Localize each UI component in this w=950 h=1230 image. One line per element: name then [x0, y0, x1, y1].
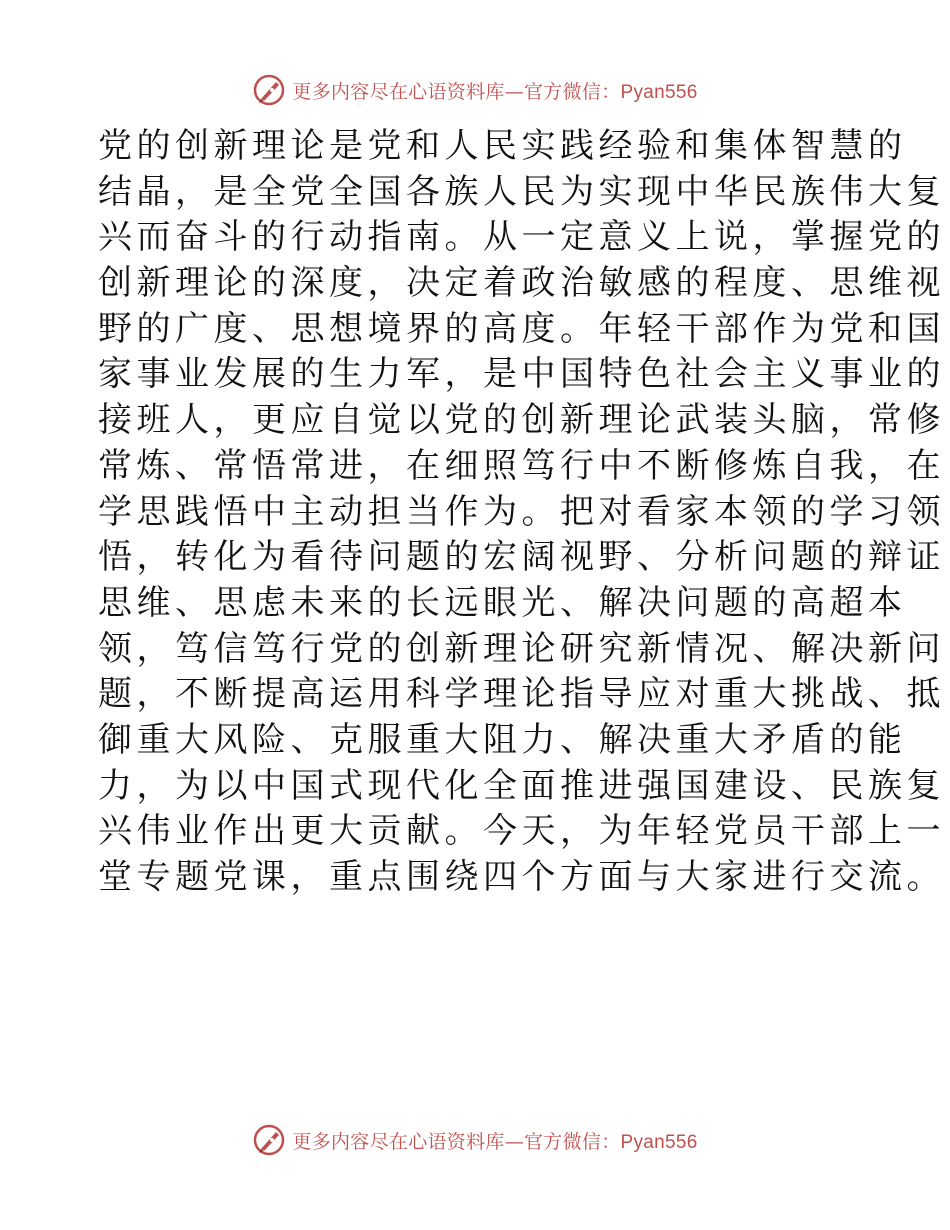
footer-watermark [0, 1120, 950, 1160]
document-body [98, 124, 945, 901]
quill-pen-logo-icon [252, 73, 286, 107]
quill-pen-logo-icon [252, 1123, 286, 1157]
text-line: 结晶，是全党全国各族人民为实现中华民族伟大复 [98, 171, 945, 212]
text-line: 接班人，更应自觉以党的创新理论武装头脑，常修 [98, 400, 945, 441]
text-line: 常炼、常悟常进，在细照笃行中不断修炼自我，在 [98, 445, 945, 486]
text-line: 思维、思虑未来的长远眼光、解决问题的高超本 [98, 582, 907, 623]
text-line: 悟，转化为看待问题的宏阔视野、分析问题的辩证 [98, 537, 945, 578]
watermark-wechat-id: Pyan556 [620, 1131, 698, 1153]
text-line: 御重大风险、克服重大阻力、解决重大矛盾的能 [98, 719, 907, 760]
text-line: 力，为以中国式现代化全面推进强国建设、民族复 [98, 765, 945, 806]
text-line: 兴伟业作出更大贡献。今天，为年轻党员干部上一 [98, 811, 945, 852]
text-line: 领，笃信笃行党的创新理论研究新情况、解决新问 [98, 628, 945, 669]
header-watermark [0, 70, 950, 110]
text-line: 学思践悟中主动担当作为。把对看家本领的学习领 [98, 491, 945, 532]
text-line: 兴而奋斗的行动指南。从一定意义上说，掌握党的 [98, 217, 945, 258]
text-line: 堂专题党课，重点围绕四个方面与大家进行交流。 [98, 857, 945, 897]
text-line: 野的广度、思想境界的高度。年轻干部作为党和国 [98, 308, 945, 349]
text-line: 家事业发展的生力军，是中国特色社会主义事业的 [98, 354, 945, 395]
watermark-text: 更多内容尽在心语资料库—官方微信： [292, 80, 621, 103]
text-line: 党的创新理论是党和人民实践经验和集体智慧的 [98, 126, 907, 166]
watermark-wechat-id: Pyan556 [620, 81, 698, 103]
text-line: 创新理论的深度，决定着政治敏感的程度、思维视 [98, 263, 945, 304]
text-line: 题，不断提高运用科学理论指导应对重大挑战、抵 [98, 674, 945, 715]
watermark-text: 更多内容尽在心语资料库—官方微信： [292, 1130, 621, 1153]
